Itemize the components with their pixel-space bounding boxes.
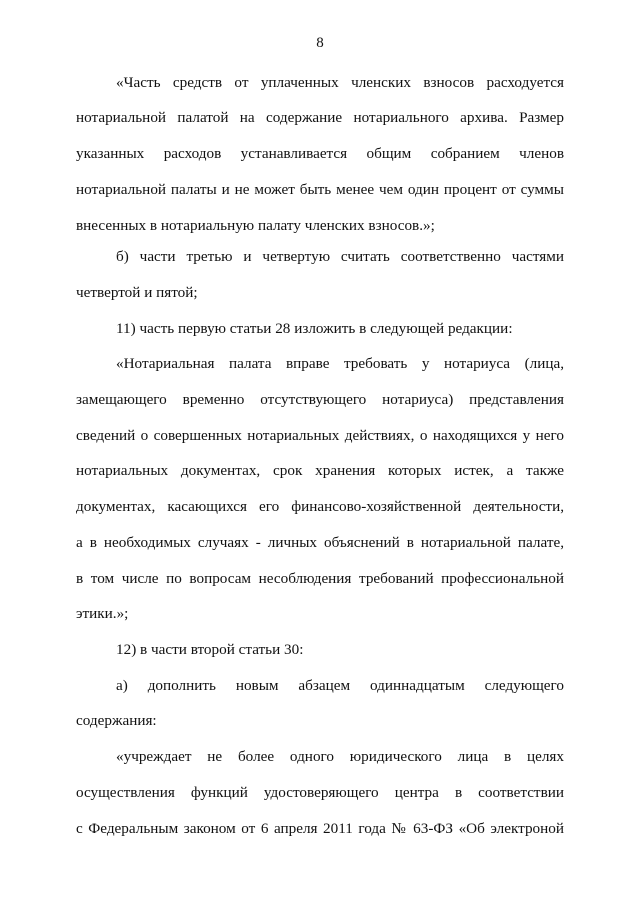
text-line: документах, касающихся его финансово-хозяйственной деятельности, (76, 498, 564, 515)
page-number: 8 (316, 35, 324, 51)
text-line: четвертой и пятой; (76, 284, 198, 301)
text-line: а) дополнить новым абзацем одиннадцатым следующего (116, 677, 564, 694)
text-line: а в необходимых случаях - личных объяснений в нотариальной палате, (76, 534, 564, 551)
text-line: сведений о совершенных нотариальных действиях, о находящихся у него (76, 427, 564, 444)
text-line: нотариальных документах, срок хранения которых истек, а также (76, 462, 564, 479)
text-line: указанных расходов устанавливается общим собранием членов (76, 145, 564, 162)
text-line: «учреждает не более одного юридического лица в целях (116, 748, 564, 765)
text-line: внесенных в нотариальную палату членских взносов.»; (76, 217, 435, 234)
text-line: этики.»; (76, 605, 129, 622)
text-line: 11) часть первую статьи 28 изложить в следующей редакции: (116, 320, 513, 337)
text-line: замещающего временно отсутствующего нотариуса) представления (76, 391, 564, 408)
text-line: с Федеральным законом от 6 апреля 2011 года № 63-ФЗ «Об электроной (76, 820, 564, 837)
text-line: 12) в части второй статьи 30: (116, 641, 304, 658)
text-line: «Часть средств от уплаченных членских взносов расходуется (116, 74, 564, 91)
text-line: б) части третью и четвертую считать соответственно частями (116, 248, 564, 265)
text-line: осуществления функций удостоверяющего центра в соответствии (76, 784, 564, 801)
text-line: содержания: (76, 712, 157, 729)
text-line: в том числе по вопросам несоблюдения требований профессиональной (76, 570, 564, 587)
text-line: нотариальной палатой на содержание нотариального архива. Размер (76, 109, 564, 126)
text-line: «Нотариальная палата вправе требовать у нотариуса (лица, (116, 355, 564, 372)
text-line: нотариальной палаты и не может быть менее чем один процент от суммы (76, 181, 564, 198)
